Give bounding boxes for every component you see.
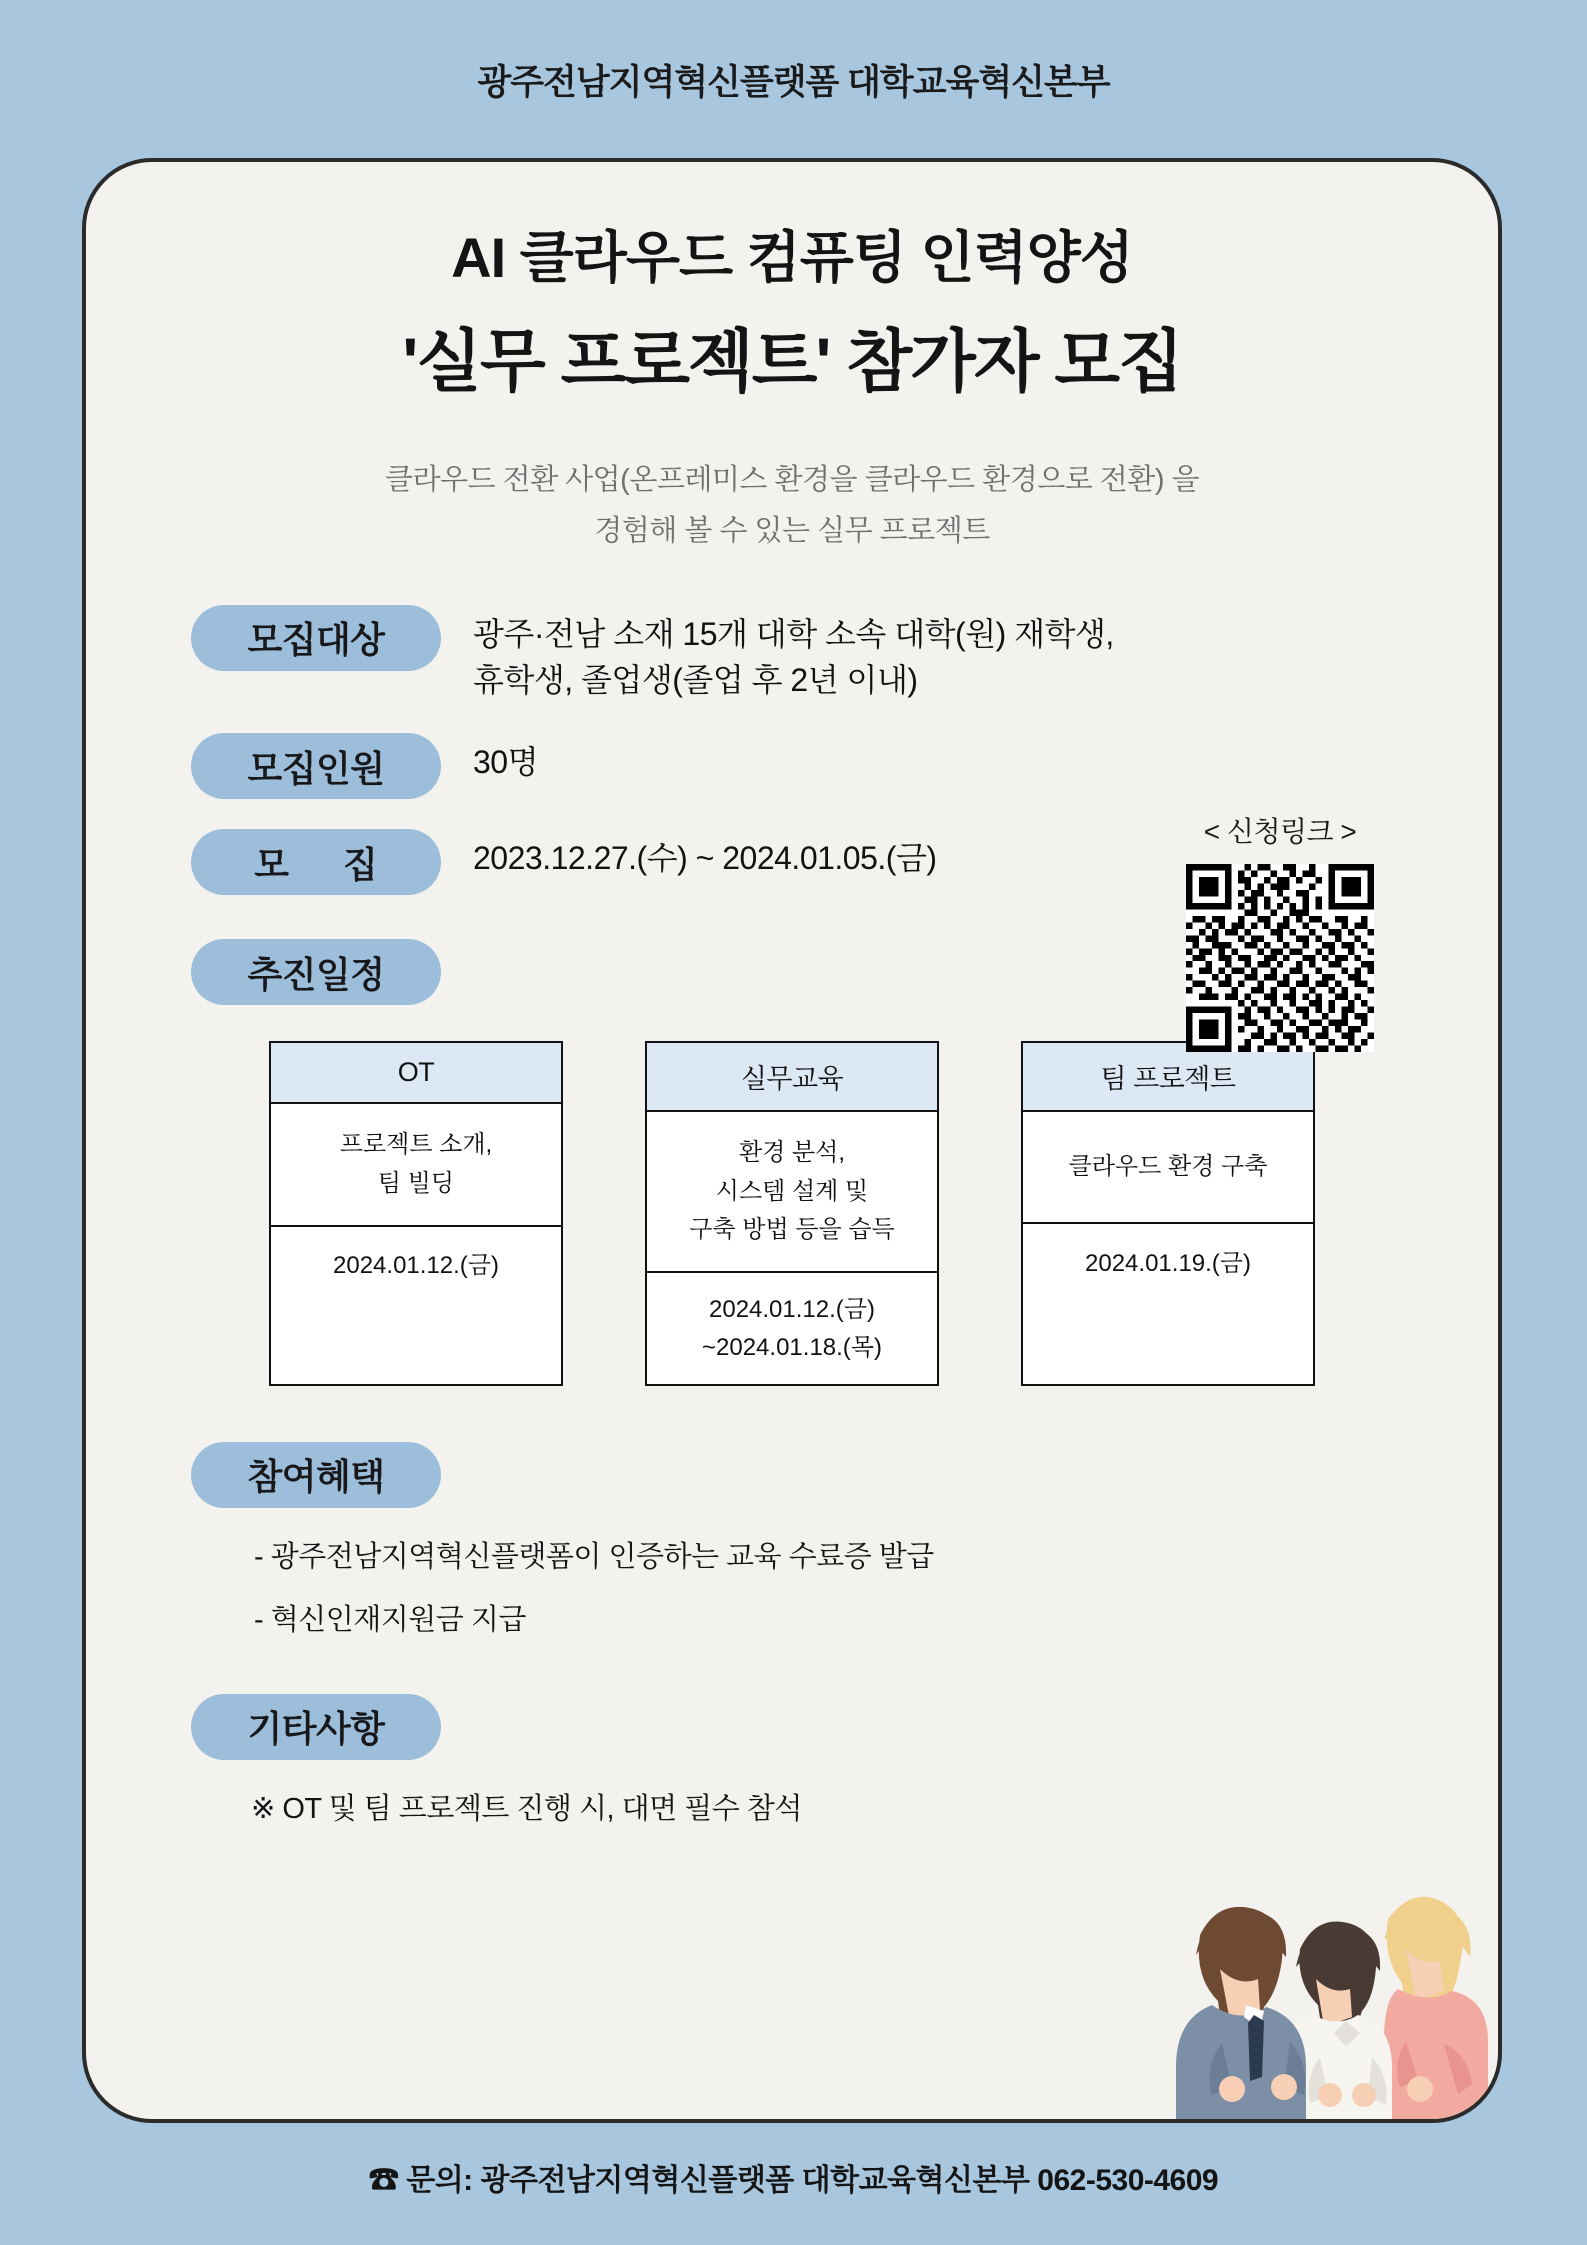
people-illustration [1088,1789,1488,2119]
qr-label: < 신청링크 > [1203,816,1357,847]
info-label-target: 모집대상 [191,605,441,671]
benefits-list-item: - 광주전남지역혁신플랫폼이 인증하는 교육 수료증 발급 [254,1540,934,1573]
qr-area [1170,810,1390,1052]
schedule-card-training-body-line-2: 시스템 설계 및 [715,1177,869,1205]
schedule-pill: 추진일정 [191,939,441,1005]
schedule-card-training-title: 실무교육 [647,1043,937,1112]
schedule-card-training-body-line-1: 환경 분석, [738,1139,846,1167]
etc-section-header [86,1694,1498,1760]
schedule-card-ot-date [271,1227,561,1305]
info-label-capacity: 모집인원 [191,733,441,799]
info-value-target [473,605,1114,704]
info-row-target [191,605,1498,704]
schedule-card-team-project-date [1023,1224,1313,1302]
schedule-card-team-project-title: 팀 프로젝트 [1023,1043,1313,1112]
info-label-period: 모 집 [191,829,441,895]
qr-code-image[interactable] [1186,864,1374,1052]
info-value-capacity: 30명 [473,744,539,781]
schedule-card-ot-title: OT [271,1043,561,1104]
info-value-target-line-2: 휴학생, 졸업생(졸업 후 2년 이내) [473,661,918,698]
schedule-card-ot-body-line-1: 프로젝트 소개, [339,1131,493,1159]
subtitle-line-2: 경험해 볼 수 있는 실무 프로젝트 [594,514,990,547]
schedule-card-ot-body-line-2: 팀 빌딩 [377,1169,455,1197]
schedule-card-team-project-body-line-1: 클라우드 환경 구축 [1068,1153,1268,1181]
schedule-card-team-project-date-line-1: 2024.01.19.(금) [1085,1249,1251,1277]
info-value-target-line-1: 광주·전남 소재 15개 대학 소속 대학(원) 재학생, [473,615,1114,652]
benefits-section-header [86,1442,1498,1508]
person-right [1384,1897,1488,2119]
person-middle [1280,1921,1392,2119]
schedule-card-training-body [647,1112,937,1273]
footer-contact: ☎ 문의: 광주전남지역혁신플랫폼 대학교육혁신본부 062-530-4609 [368,2164,1219,2197]
schedule-card-ot-body [271,1104,561,1227]
benefits-pill: 참여혜택 [191,1442,441,1508]
schedule-card-training-body-line-3: 구축 방법 등을 습득 [689,1216,895,1244]
schedule-card-team-project [1021,1041,1315,1386]
subtitle-line-1: 클라우드 전환 사업(온프레미스 환경을 클라우드 환경으로 전환) 을 [384,464,1200,496]
poster-card [82,158,1502,2123]
etc-note: ※ OT 및 팀 프로젝트 진행 시, 대면 필수 참석 [251,1792,802,1825]
schedule-card-training-date [647,1273,937,1383]
etc-pill: 기타사항 [191,1694,441,1760]
schedule-cards [86,1041,1498,1386]
qr-code-svg [1186,864,1374,1052]
schedule-card-training [645,1041,939,1386]
benefits-list [86,1534,1498,1638]
title-line-2: '실무 프로젝트' 참가자 모집 [402,324,1182,400]
schedule-card-ot [269,1041,563,1386]
schedule-card-ot-date-line-1: 2024.01.12.(금) [333,1252,499,1280]
title-block [86,214,1498,405]
info-row-capacity [191,733,1498,799]
title-line-1: AI 클라우드 컴퓨팅 인력양성 [451,226,1133,289]
schedule-card-training-date-line-2: ~2024.01.18.(목) [702,1333,882,1361]
info-value-period: 2023.12.27.(수) ~ 2024.01.05.(금) [473,840,937,877]
benefits-list-item: - 혁신인재지원금 지급 [254,1603,526,1636]
schedule-card-team-project-body [1023,1112,1313,1224]
page-title: 광주전남지역혁신플랫폼 대학교육혁신본부 [477,63,1110,102]
schedule-card-training-date-line-1: 2024.01.12.(금) [709,1296,875,1324]
person-left [1176,1907,1306,2119]
subtitle [86,455,1498,557]
